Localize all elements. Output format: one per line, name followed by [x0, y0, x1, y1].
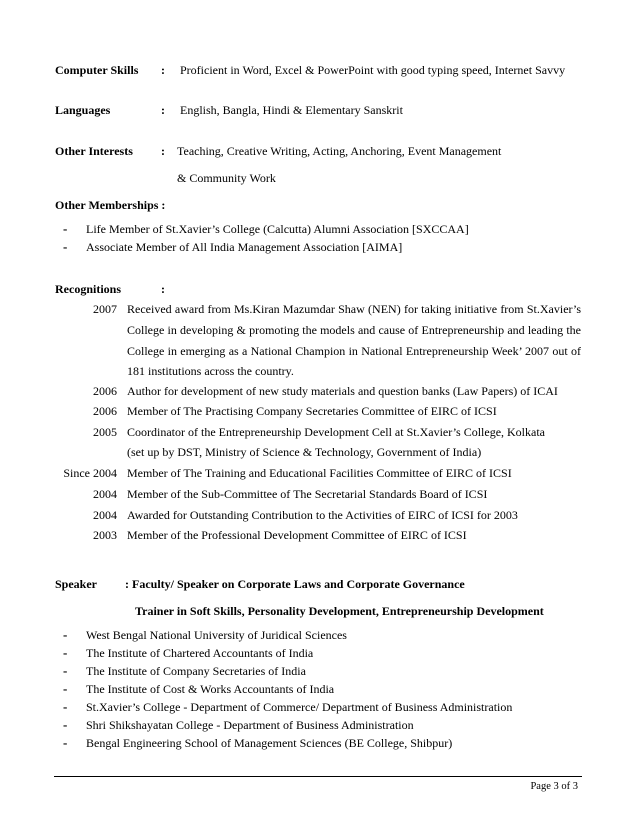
membership-item: Life Member of St.Xavier’s College (Calcutta) Alumni Association [SXCCAA] [86, 222, 469, 236]
computer-skills-colon: : [161, 63, 165, 77]
recognition-text-line: 181 institutions across the country. [127, 364, 294, 378]
recognition-text-line: Received award from Ms.Kiran Mazumdar Shaw (NEN) for taking initiative from St.Xavier’s [127, 302, 581, 316]
other-interests-line-1: Teaching, Creative Writing, Acting, Anchoring, Event Management [177, 144, 502, 158]
recognition-text-line: College in emerging as a National Champion in National Entrepreneurship Week’ 2007 out of [127, 344, 581, 358]
other-interests-label: Other Interests [55, 144, 133, 158]
recognition-year: 2006 [93, 404, 117, 418]
footer-divider [54, 776, 582, 777]
speaker-institution-item: The Institute of Company Secretaries of India [86, 664, 306, 678]
recognitions-heading: Recognitions [55, 282, 121, 296]
memberships-bullet-dash: - [63, 239, 68, 254]
recognition-text-line: Member of the Sub-Committee of The Secretarial Standards Board of ICSI [127, 487, 488, 501]
speaker-bullet-dash: - [63, 735, 68, 750]
membership-item: Associate Member of All India Management Association [AIMA] [86, 240, 403, 254]
speaker-bullet-dash: - [63, 645, 68, 660]
languages-value: English, Bangla, Hindi & Elementary Sanskrit [180, 103, 403, 117]
other-interests-line-2: & Community Work [177, 171, 276, 185]
memberships-heading: Other Memberships : [55, 198, 166, 212]
languages-colon: : [161, 103, 165, 117]
recognition-text-line: Member of The Training and Educational Facilities Committee of EIRC of ICSI [127, 466, 512, 480]
recognition-year: 2003 [93, 528, 117, 542]
recognition-year: 2007 [93, 302, 117, 316]
recognition-text-line: (set up by DST, Ministry of Science & Technology, Government of India) [127, 445, 482, 459]
speaker-institution-item: St.Xavier’s College - Department of Commerce/ Department of Business Administration [86, 700, 513, 714]
speaker-institution-item: Shri Shikshayatan College - Department of Business Administration [86, 718, 414, 732]
recognition-text-line: Member of the Professional Development Committee of EIRC of ICSI [127, 528, 467, 542]
other-interests-colon: : [161, 144, 165, 158]
speaker-label: Speaker [55, 577, 97, 591]
page-number: Page 3 of 3 [530, 781, 578, 792]
speaker-bullet-dash: - [63, 681, 68, 696]
languages-label: Languages [55, 103, 111, 117]
speaker-role-line: : Faculty/ Speaker on Corporate Laws and Corporate Governance [125, 577, 465, 591]
recognition-year: 2004 [93, 508, 117, 522]
speaker-bullet-dash: - [63, 627, 68, 642]
speaker-institution-item: The Institute of Cost & Works Accountants of India [86, 682, 335, 696]
recognitions-colon: : [161, 282, 165, 296]
speaker-institution-item: Bengal Engineering School of Management Sciences (BE College, Shibpur) [86, 736, 453, 750]
computer-skills-label: Computer Skills [55, 63, 139, 77]
recognition-year: 2004 [93, 487, 117, 501]
trainer-role-line: Trainer in Soft Skills, Personality Development, Entrepreneurship Development [135, 604, 544, 618]
recognition-text-line: Awarded for Outstanding Contribution to the Activities of EIRC of ICSI for 2003 [127, 508, 518, 522]
recognition-text-line: College in developing & promoting the models and cause of Entrepreneurship and leading the [127, 323, 581, 337]
recognition-year: 2005 [93, 425, 117, 439]
speaker-bullet-dash: - [63, 699, 68, 714]
recognition-text-line: Author for development of new study materials and question banks (Law Papers) of ICAI [127, 384, 558, 398]
speaker-bullet-dash: - [63, 663, 68, 678]
computer-skills-value: Proficient in Word, Excel & PowerPoint with good typing speed, Internet Savvy [180, 63, 566, 77]
recognition-year: Since 2004 [63, 466, 117, 480]
recognition-text-line: Member of The Practising Company Secretaries Committee of EIRC of ICSI [127, 404, 497, 418]
recognition-text-line: Coordinator of the Entrepreneurship Development Cell at St.Xavier’s College, Kolkata [127, 425, 546, 439]
memberships-bullet-dash: - [63, 221, 68, 236]
speaker-bullet-dash: - [63, 717, 68, 732]
recognition-year: 2006 [93, 384, 117, 398]
speaker-institution-item: The Institute of Chartered Accountants of India [86, 646, 314, 660]
speaker-institution-item: West Bengal National University of Juridical Sciences [86, 628, 347, 642]
